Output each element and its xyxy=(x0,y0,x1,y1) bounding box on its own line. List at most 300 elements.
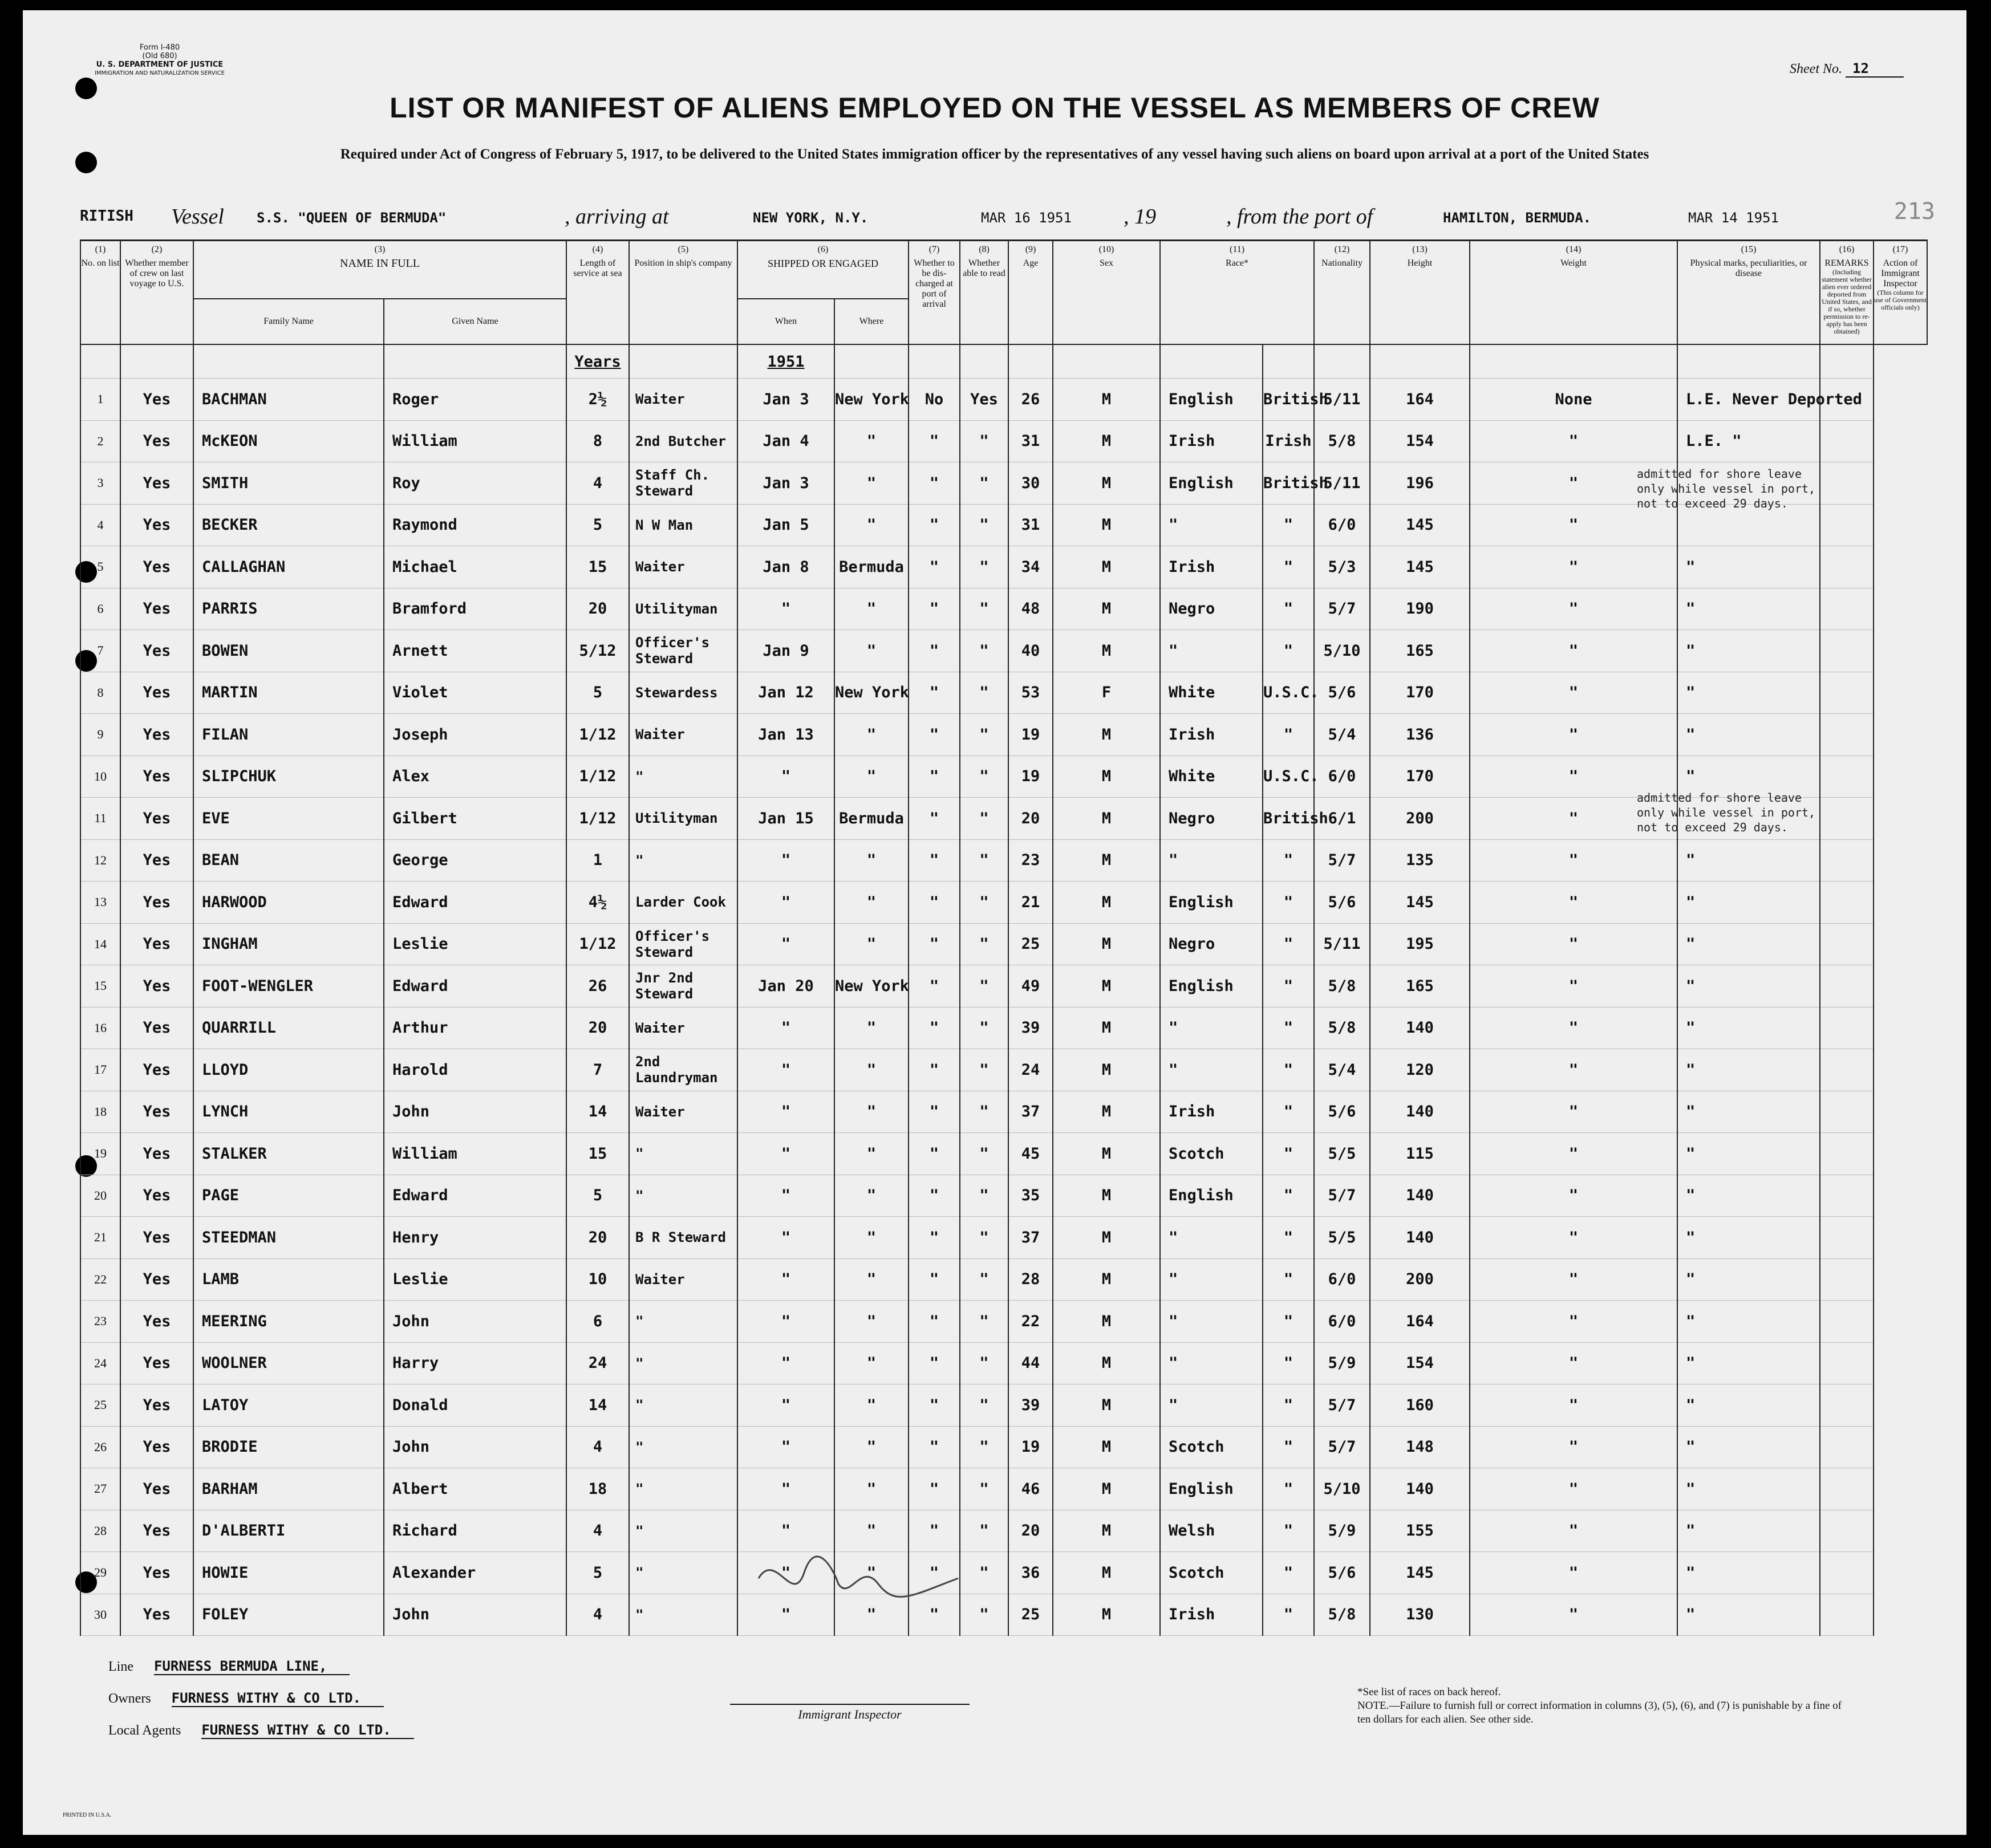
col-physical-marks: Physical marks, peculiarities, or disease xyxy=(1690,258,1807,278)
cell-nationality: " xyxy=(1263,882,1314,924)
cell-discharged: " xyxy=(909,462,960,505)
cell-sex: M xyxy=(1053,420,1160,462)
cell-race: Irish xyxy=(1160,420,1263,462)
cell-family-name: BOWEN xyxy=(193,630,384,672)
cell-shipped-where: " xyxy=(834,1258,909,1301)
cell-sex: M xyxy=(1053,965,1160,1008)
cell-service-length: 5 xyxy=(566,1175,629,1217)
cell-service-length: 5/12 xyxy=(566,630,629,672)
cell-discharged: " xyxy=(909,923,960,965)
cell-age: 39 xyxy=(1008,1384,1053,1427)
cell-position: Waiter xyxy=(629,1258,737,1301)
cell-shipped-where: New York xyxy=(834,965,909,1008)
cell-physical-marks: None xyxy=(1470,379,1677,421)
cell-shipped-when: " xyxy=(737,1552,834,1594)
cell-height: 5/5 xyxy=(1314,1133,1370,1175)
cell-shipped-where: " xyxy=(834,714,909,756)
cell-last-voyage: Yes xyxy=(120,965,193,1008)
cell-remarks: " xyxy=(1677,630,1820,672)
cell-physical-marks: " xyxy=(1470,798,1677,840)
cell-remarks: " xyxy=(1677,1175,1820,1217)
cell-race: English xyxy=(1160,1175,1263,1217)
cell-shipped-where: " xyxy=(834,504,909,546)
table-row xyxy=(80,1133,1927,1175)
cell-position: B R Steward xyxy=(629,1217,737,1259)
cell-last-voyage: Yes xyxy=(120,1091,193,1133)
cell-weight: 135 xyxy=(1370,839,1470,882)
cell-family-name: FOLEY xyxy=(193,1594,384,1636)
cell-height: 5/7 xyxy=(1314,1175,1370,1217)
cell-age: 36 xyxy=(1008,1552,1053,1594)
cell-position: Officer's Steward xyxy=(629,630,737,672)
cell-inspector-action xyxy=(1820,1091,1874,1133)
cell-remarks: " xyxy=(1677,1510,1820,1552)
cell-remarks: " xyxy=(1677,1342,1820,1384)
page-subtitle: Required under Act of Congress of February 5, 1917, to be delivered to the United States immigration officer by the representatives of any vessel having such aliens on board upon arrival at a port of the United States xyxy=(340,147,1649,162)
cell-remarks: " xyxy=(1677,1258,1820,1301)
cell-family-name: PARRIS xyxy=(193,588,384,630)
cell-position: " xyxy=(629,1301,737,1343)
cell-height: 5/8 xyxy=(1314,1007,1370,1049)
cell-race: Scotch xyxy=(1160,1426,1263,1468)
cell-physical-marks: " xyxy=(1470,1091,1677,1133)
cell-race: Negro xyxy=(1160,588,1263,630)
cell-nationality: " xyxy=(1263,839,1314,882)
table-row xyxy=(80,1426,1927,1468)
cell-able-to-read: " xyxy=(960,1510,1008,1552)
cell-shipped-where: " xyxy=(834,1342,909,1384)
crew-table-wrap xyxy=(80,239,1928,1636)
cell-shipped-where: " xyxy=(834,1594,909,1636)
cell-remarks: " xyxy=(1677,546,1820,588)
cell-height: 5/7 xyxy=(1314,839,1370,882)
cell-height: 5/5 xyxy=(1314,1217,1370,1259)
cell-family-name: SMITH xyxy=(193,462,384,505)
cell-race: " xyxy=(1160,504,1263,546)
line-value: FURNESS BERMUDA LINE, xyxy=(154,1658,350,1675)
cell-remarks: L.E. " xyxy=(1677,420,1820,462)
cell-shipped-when: Jan 8 xyxy=(737,546,834,588)
cell-shipped-when: Jan 5 xyxy=(737,504,834,546)
cell-able-to-read: " xyxy=(960,462,1008,505)
cell-age: 40 xyxy=(1008,630,1053,672)
cell-sex: M xyxy=(1053,1510,1160,1552)
cell-shipped-when: " xyxy=(737,588,834,630)
cell-able-to-read: " xyxy=(960,1007,1008,1049)
cell-discharged: " xyxy=(909,965,960,1008)
cell-given-name: Leslie xyxy=(384,923,566,965)
cell-height: 5/4 xyxy=(1314,714,1370,756)
cell-age: 19 xyxy=(1008,1426,1053,1468)
cell-nationality: " xyxy=(1263,588,1314,630)
punch-hole xyxy=(75,152,97,173)
cell-inspector-action xyxy=(1820,1217,1874,1259)
cell-no-on-list: 1 xyxy=(80,379,120,421)
service: IMMIGRATION AND NATURALIZATION SERVICE xyxy=(95,70,225,76)
table-row xyxy=(80,588,1927,630)
cell-last-voyage: Yes xyxy=(120,588,193,630)
cell-no-on-list: 16 xyxy=(80,1007,120,1049)
col-num: (17) xyxy=(1892,245,1908,254)
cell-weight: 200 xyxy=(1370,798,1470,840)
cell-last-voyage: Yes xyxy=(120,714,193,756)
cell-able-to-read: " xyxy=(960,1258,1008,1301)
cell-race: English xyxy=(1160,462,1263,505)
cell-inspector-action xyxy=(1820,1301,1874,1343)
cell-age: 26 xyxy=(1008,379,1053,421)
cell-discharged: " xyxy=(909,630,960,672)
table-row xyxy=(80,630,1927,672)
cell-service-length: 2½ xyxy=(566,379,629,421)
cell-race: Irish xyxy=(1160,546,1263,588)
cell-race: Scotch xyxy=(1160,1133,1263,1175)
cell-nationality: " xyxy=(1263,1384,1314,1427)
table-row xyxy=(80,672,1927,714)
cell-nationality: " xyxy=(1263,1468,1314,1510)
cell-sex: M xyxy=(1053,798,1160,840)
cell-last-voyage: Yes xyxy=(120,1510,193,1552)
cell-service-length: 20 xyxy=(566,588,629,630)
cell-race: " xyxy=(1160,1342,1263,1384)
cell-discharged: " xyxy=(909,1552,960,1594)
cell-weight: 165 xyxy=(1370,630,1470,672)
cell-discharged: " xyxy=(909,1049,960,1091)
col-num: (12) xyxy=(1334,245,1350,254)
cell-position: " xyxy=(629,839,737,882)
cell-shipped-when: " xyxy=(737,923,834,965)
cell-given-name: Harold xyxy=(384,1049,566,1091)
cell-shipped-when: " xyxy=(737,1258,834,1301)
cell-shipped-when: Jan 12 xyxy=(737,672,834,714)
col-where: Where xyxy=(859,316,884,326)
cell-shipped-where: " xyxy=(834,1007,909,1049)
cell-remarks: " xyxy=(1677,588,1820,630)
cell-physical-marks: " xyxy=(1470,546,1677,588)
cell-nationality: " xyxy=(1263,504,1314,546)
cell-given-name: John xyxy=(384,1091,566,1133)
cell-shipped-where: New York xyxy=(834,672,909,714)
col-race: Race* xyxy=(1226,258,1249,268)
cell-discharged: " xyxy=(909,1594,960,1636)
cell-discharged: " xyxy=(909,504,960,546)
cell-service-length: 20 xyxy=(566,1007,629,1049)
sheet-number xyxy=(1790,60,1904,78)
cell-last-voyage: Yes xyxy=(120,1552,193,1594)
cell-height: 5/10 xyxy=(1314,1468,1370,1510)
cell-service-length: 14 xyxy=(566,1091,629,1133)
cell-position: Utilityman xyxy=(629,798,737,840)
cell-inspector-action xyxy=(1820,1384,1874,1427)
cell-height: 5/4 xyxy=(1314,1049,1370,1091)
cell-shipped-when: " xyxy=(737,1384,834,1427)
cell-position: Waiter xyxy=(629,379,737,421)
table-row xyxy=(80,1342,1927,1384)
cell-remarks: " xyxy=(1677,1133,1820,1175)
cell-able-to-read: " xyxy=(960,1217,1008,1259)
cell-shipped-where: Bermuda xyxy=(834,546,909,588)
cell-sex: M xyxy=(1053,1468,1160,1510)
cell-no-on-list: 9 xyxy=(80,714,120,756)
cell-shipped-when: Jan 4 xyxy=(737,420,834,462)
cell-age: 20 xyxy=(1008,798,1053,840)
cell-sex: M xyxy=(1053,379,1160,421)
col-num: (2) xyxy=(151,245,163,254)
cell-physical-marks: " xyxy=(1470,672,1677,714)
cell-no-on-list: 22 xyxy=(80,1258,120,1301)
cell-age: 24 xyxy=(1008,1049,1053,1091)
stamp-number: 213 xyxy=(1893,198,1935,225)
cell-weight: 140 xyxy=(1370,1175,1470,1217)
cell-age: 30 xyxy=(1008,462,1053,505)
cell-family-name: McKEON xyxy=(193,420,384,462)
cell-shipped-when: " xyxy=(737,839,834,882)
cell-shipped-where: New York xyxy=(834,379,909,421)
cell-last-voyage: Yes xyxy=(120,882,193,924)
cell-sex: M xyxy=(1053,1091,1160,1133)
cell-height: 6/0 xyxy=(1314,756,1370,798)
cell-weight: 145 xyxy=(1370,882,1470,924)
cell-physical-marks: " xyxy=(1470,839,1677,882)
note-text: NOTE.—Failure to furnish full or correct information in columns (3), (5), (6), and (7) is punishable by a fine of ten dollars for each alien. See other side. xyxy=(1357,1700,1842,1725)
manifest-page xyxy=(23,10,1966,1835)
cell-last-voyage: Yes xyxy=(120,1007,193,1049)
cell-given-name: Arnett xyxy=(384,630,566,672)
col-num: (6) xyxy=(817,245,829,254)
cell-given-name: John xyxy=(384,1426,566,1468)
cell-family-name: QUARRILL xyxy=(193,1007,384,1049)
table-row xyxy=(80,839,1927,882)
cell-inspector-action xyxy=(1820,546,1874,588)
cell-given-name: Alexander xyxy=(384,1552,566,1594)
cell-nationality: " xyxy=(1263,1175,1314,1217)
departure-date: MAR 14 1951 xyxy=(1688,210,1779,226)
cell-family-name: CALLAGHAN xyxy=(193,546,384,588)
cell-family-name: STEEDMAN xyxy=(193,1217,384,1259)
col-num: (3) xyxy=(374,245,386,254)
cell-given-name: Leslie xyxy=(384,1258,566,1301)
form-old-number: (Old 680) xyxy=(142,52,177,60)
table-row xyxy=(80,420,1927,462)
cell-height: 5/8 xyxy=(1314,420,1370,462)
cell-height: 6/0 xyxy=(1314,1301,1370,1343)
remarks-note: admitted for shore leave only while vessel in port, not to exceed 29 days. xyxy=(1637,791,1816,834)
cell-nationality: British xyxy=(1263,462,1314,505)
cell-nationality: " xyxy=(1263,1301,1314,1343)
cell-remarks: " xyxy=(1677,839,1820,882)
cell-age: 28 xyxy=(1008,1258,1053,1301)
cell-position: " xyxy=(629,1510,737,1552)
cell-able-to-read: " xyxy=(960,965,1008,1008)
cell-no-on-list: 10 xyxy=(80,756,120,798)
cell-service-length: 1/12 xyxy=(566,798,629,840)
cell-race: English xyxy=(1160,1468,1263,1510)
col-nationality: Nationality xyxy=(1321,258,1363,268)
cell-weight: 154 xyxy=(1370,420,1470,462)
cell-given-name: John xyxy=(384,1594,566,1636)
cell-weight: 160 xyxy=(1370,1384,1470,1427)
cell-inspector-action xyxy=(1820,965,1874,1008)
vessel-label: Vessel xyxy=(171,205,224,229)
cell-weight: 154 xyxy=(1370,1342,1470,1384)
cell-inspector-action xyxy=(1820,1175,1874,1217)
cell-shipped-when: Jan 9 xyxy=(737,630,834,672)
cell-shipped-where: " xyxy=(834,1468,909,1510)
cell-position: 2nd Laundryman xyxy=(629,1049,737,1091)
cell-able-to-read: " xyxy=(960,420,1008,462)
cell-given-name: Richard xyxy=(384,1510,566,1552)
cell-last-voyage: Yes xyxy=(120,1217,193,1259)
cell-physical-marks: " xyxy=(1470,1133,1677,1175)
cell-discharged: " xyxy=(909,672,960,714)
cell-no-on-list: 29 xyxy=(80,1552,120,1594)
cell-last-voyage: Yes xyxy=(120,1342,193,1384)
cell-discharged: " xyxy=(909,1133,960,1175)
cell-no-on-list: 28 xyxy=(80,1510,120,1552)
cell-inspector-action xyxy=(1820,420,1874,462)
cell-given-name: Albert xyxy=(384,1468,566,1510)
cell-physical-marks: " xyxy=(1470,1342,1677,1384)
cell-shipped-when: Jan 3 xyxy=(737,379,834,421)
cell-race: " xyxy=(1160,630,1263,672)
cell-race: Welsh xyxy=(1160,1510,1263,1552)
cell-shipped-when: " xyxy=(737,1342,834,1384)
cell-shipped-where: " xyxy=(834,882,909,924)
cell-inspector-action xyxy=(1820,1133,1874,1175)
cell-physical-marks: " xyxy=(1470,504,1677,546)
cell-inspector-action xyxy=(1820,672,1874,714)
cell-service-length: 1/12 xyxy=(566,714,629,756)
cell-weight: 145 xyxy=(1370,504,1470,546)
cell-able-to-read: " xyxy=(960,839,1008,882)
cell-family-name: FOOT-WENGLER xyxy=(193,965,384,1008)
cell-shipped-where: " xyxy=(834,1426,909,1468)
cell-remarks: " xyxy=(1677,923,1820,965)
cell-race: " xyxy=(1160,1007,1263,1049)
crew-table xyxy=(80,239,1928,1636)
cell-inspector-action xyxy=(1820,1007,1874,1049)
cell-family-name: BARHAM xyxy=(193,1468,384,1510)
line-row xyxy=(108,1658,350,1675)
cell-sex: M xyxy=(1053,630,1160,672)
col-num: (7) xyxy=(928,245,940,254)
cell-nationality: " xyxy=(1263,1007,1314,1049)
col-inspector-action: Action of Immigrant Inspector xyxy=(1881,258,1920,289)
col-num: (10) xyxy=(1098,245,1114,254)
sheet-label: Sheet No. xyxy=(1790,62,1842,76)
cell-shipped-where: " xyxy=(834,1049,909,1091)
cell-last-voyage: Yes xyxy=(120,839,193,882)
cell-nationality: " xyxy=(1263,1049,1314,1091)
col-num: (15) xyxy=(1741,245,1757,254)
footer-note xyxy=(1357,1685,1842,1727)
table-body xyxy=(80,344,1927,1636)
cell-given-name: Edward xyxy=(384,1175,566,1217)
printed-mark: PRINTED IN U.S.A. xyxy=(63,1812,112,1818)
cell-weight: 148 xyxy=(1370,1426,1470,1468)
cell-no-on-list: 27 xyxy=(80,1468,120,1510)
cell-physical-marks: " xyxy=(1470,756,1677,798)
col-name-in-full: NAME IN FULL xyxy=(340,257,420,270)
owners-value: FURNESS WITHY & CO LTD. xyxy=(172,1690,384,1707)
table-row xyxy=(80,714,1927,756)
cell-discharged: " xyxy=(909,1091,960,1133)
cell-shipped-where: " xyxy=(834,1301,909,1343)
cell-inspector-action xyxy=(1820,923,1874,965)
cell-remarks: " xyxy=(1677,1468,1820,1510)
cell-no-on-list: 17 xyxy=(80,1049,120,1091)
cell-height: 5/7 xyxy=(1314,588,1370,630)
cell-given-name: Edward xyxy=(384,882,566,924)
cell-race: White xyxy=(1160,672,1263,714)
cell-nationality: Irish xyxy=(1263,420,1314,462)
vessel-name: S.S. "QUEEN OF BERMUDA" xyxy=(257,210,447,226)
cell-age: 37 xyxy=(1008,1217,1053,1259)
col-num: (1) xyxy=(95,245,106,254)
cell-able-to-read: " xyxy=(960,1594,1008,1636)
cell-shipped-when: " xyxy=(737,1091,834,1133)
col-family-name: Family Name xyxy=(263,316,314,326)
cell-service-length: 1/12 xyxy=(566,756,629,798)
cell-given-name: Roy xyxy=(384,462,566,505)
cell-no-on-list: 13 xyxy=(80,882,120,924)
cell-able-to-read: " xyxy=(960,882,1008,924)
col-read: Whether able to read xyxy=(963,258,1005,278)
cell-sex: M xyxy=(1053,1301,1160,1343)
year-label: , 19 xyxy=(1124,205,1156,229)
cell-given-name: Gilbert xyxy=(384,798,566,840)
cell-nationality: " xyxy=(1263,1133,1314,1175)
cell-shipped-when: " xyxy=(737,1049,834,1091)
cell-position: " xyxy=(629,756,737,798)
cell-age: 44 xyxy=(1008,1342,1053,1384)
table-row xyxy=(80,923,1927,965)
cell-last-voyage: Yes xyxy=(120,672,193,714)
cell-last-voyage: Yes xyxy=(120,1175,193,1217)
cell-last-voyage: Yes xyxy=(120,1049,193,1091)
cell-age: 46 xyxy=(1008,1468,1053,1510)
cell-shipped-when: " xyxy=(737,1007,834,1049)
table-header xyxy=(80,241,1927,345)
cell-height: 5/8 xyxy=(1314,1594,1370,1636)
cell-nationality: " xyxy=(1263,1426,1314,1468)
cell-no-on-list: 23 xyxy=(80,1301,120,1343)
cell-age: 19 xyxy=(1008,714,1053,756)
cell-last-voyage: Yes xyxy=(120,504,193,546)
cell-no-on-list: 19 xyxy=(80,1133,120,1175)
cell-physical-marks: " xyxy=(1470,923,1677,965)
cell-discharged: " xyxy=(909,1217,960,1259)
col-weight: Weight xyxy=(1560,258,1587,268)
col-num: (5) xyxy=(678,245,689,254)
table-row xyxy=(80,1007,1927,1049)
cell-age: 34 xyxy=(1008,546,1053,588)
cell-nationality: " xyxy=(1263,1258,1314,1301)
cell-physical-marks: " xyxy=(1470,1594,1677,1636)
cell-no-on-list: 18 xyxy=(80,1091,120,1133)
col-remarks: REMARKS xyxy=(1824,258,1869,268)
col-inspector-detail: (This column for use of Government officials only) xyxy=(1874,289,1927,311)
table-row xyxy=(80,1468,1927,1510)
cell-last-voyage: Yes xyxy=(120,1133,193,1175)
cell-no-on-list: 21 xyxy=(80,1217,120,1259)
cell-family-name: BACHMAN xyxy=(193,379,384,421)
cell-shipped-where: " xyxy=(834,756,909,798)
cell-given-name: William xyxy=(384,420,566,462)
cell-able-to-read: " xyxy=(960,1301,1008,1343)
cell-shipped-where: " xyxy=(834,462,909,505)
cell-inspector-action xyxy=(1820,1342,1874,1384)
year-row xyxy=(80,344,1927,379)
